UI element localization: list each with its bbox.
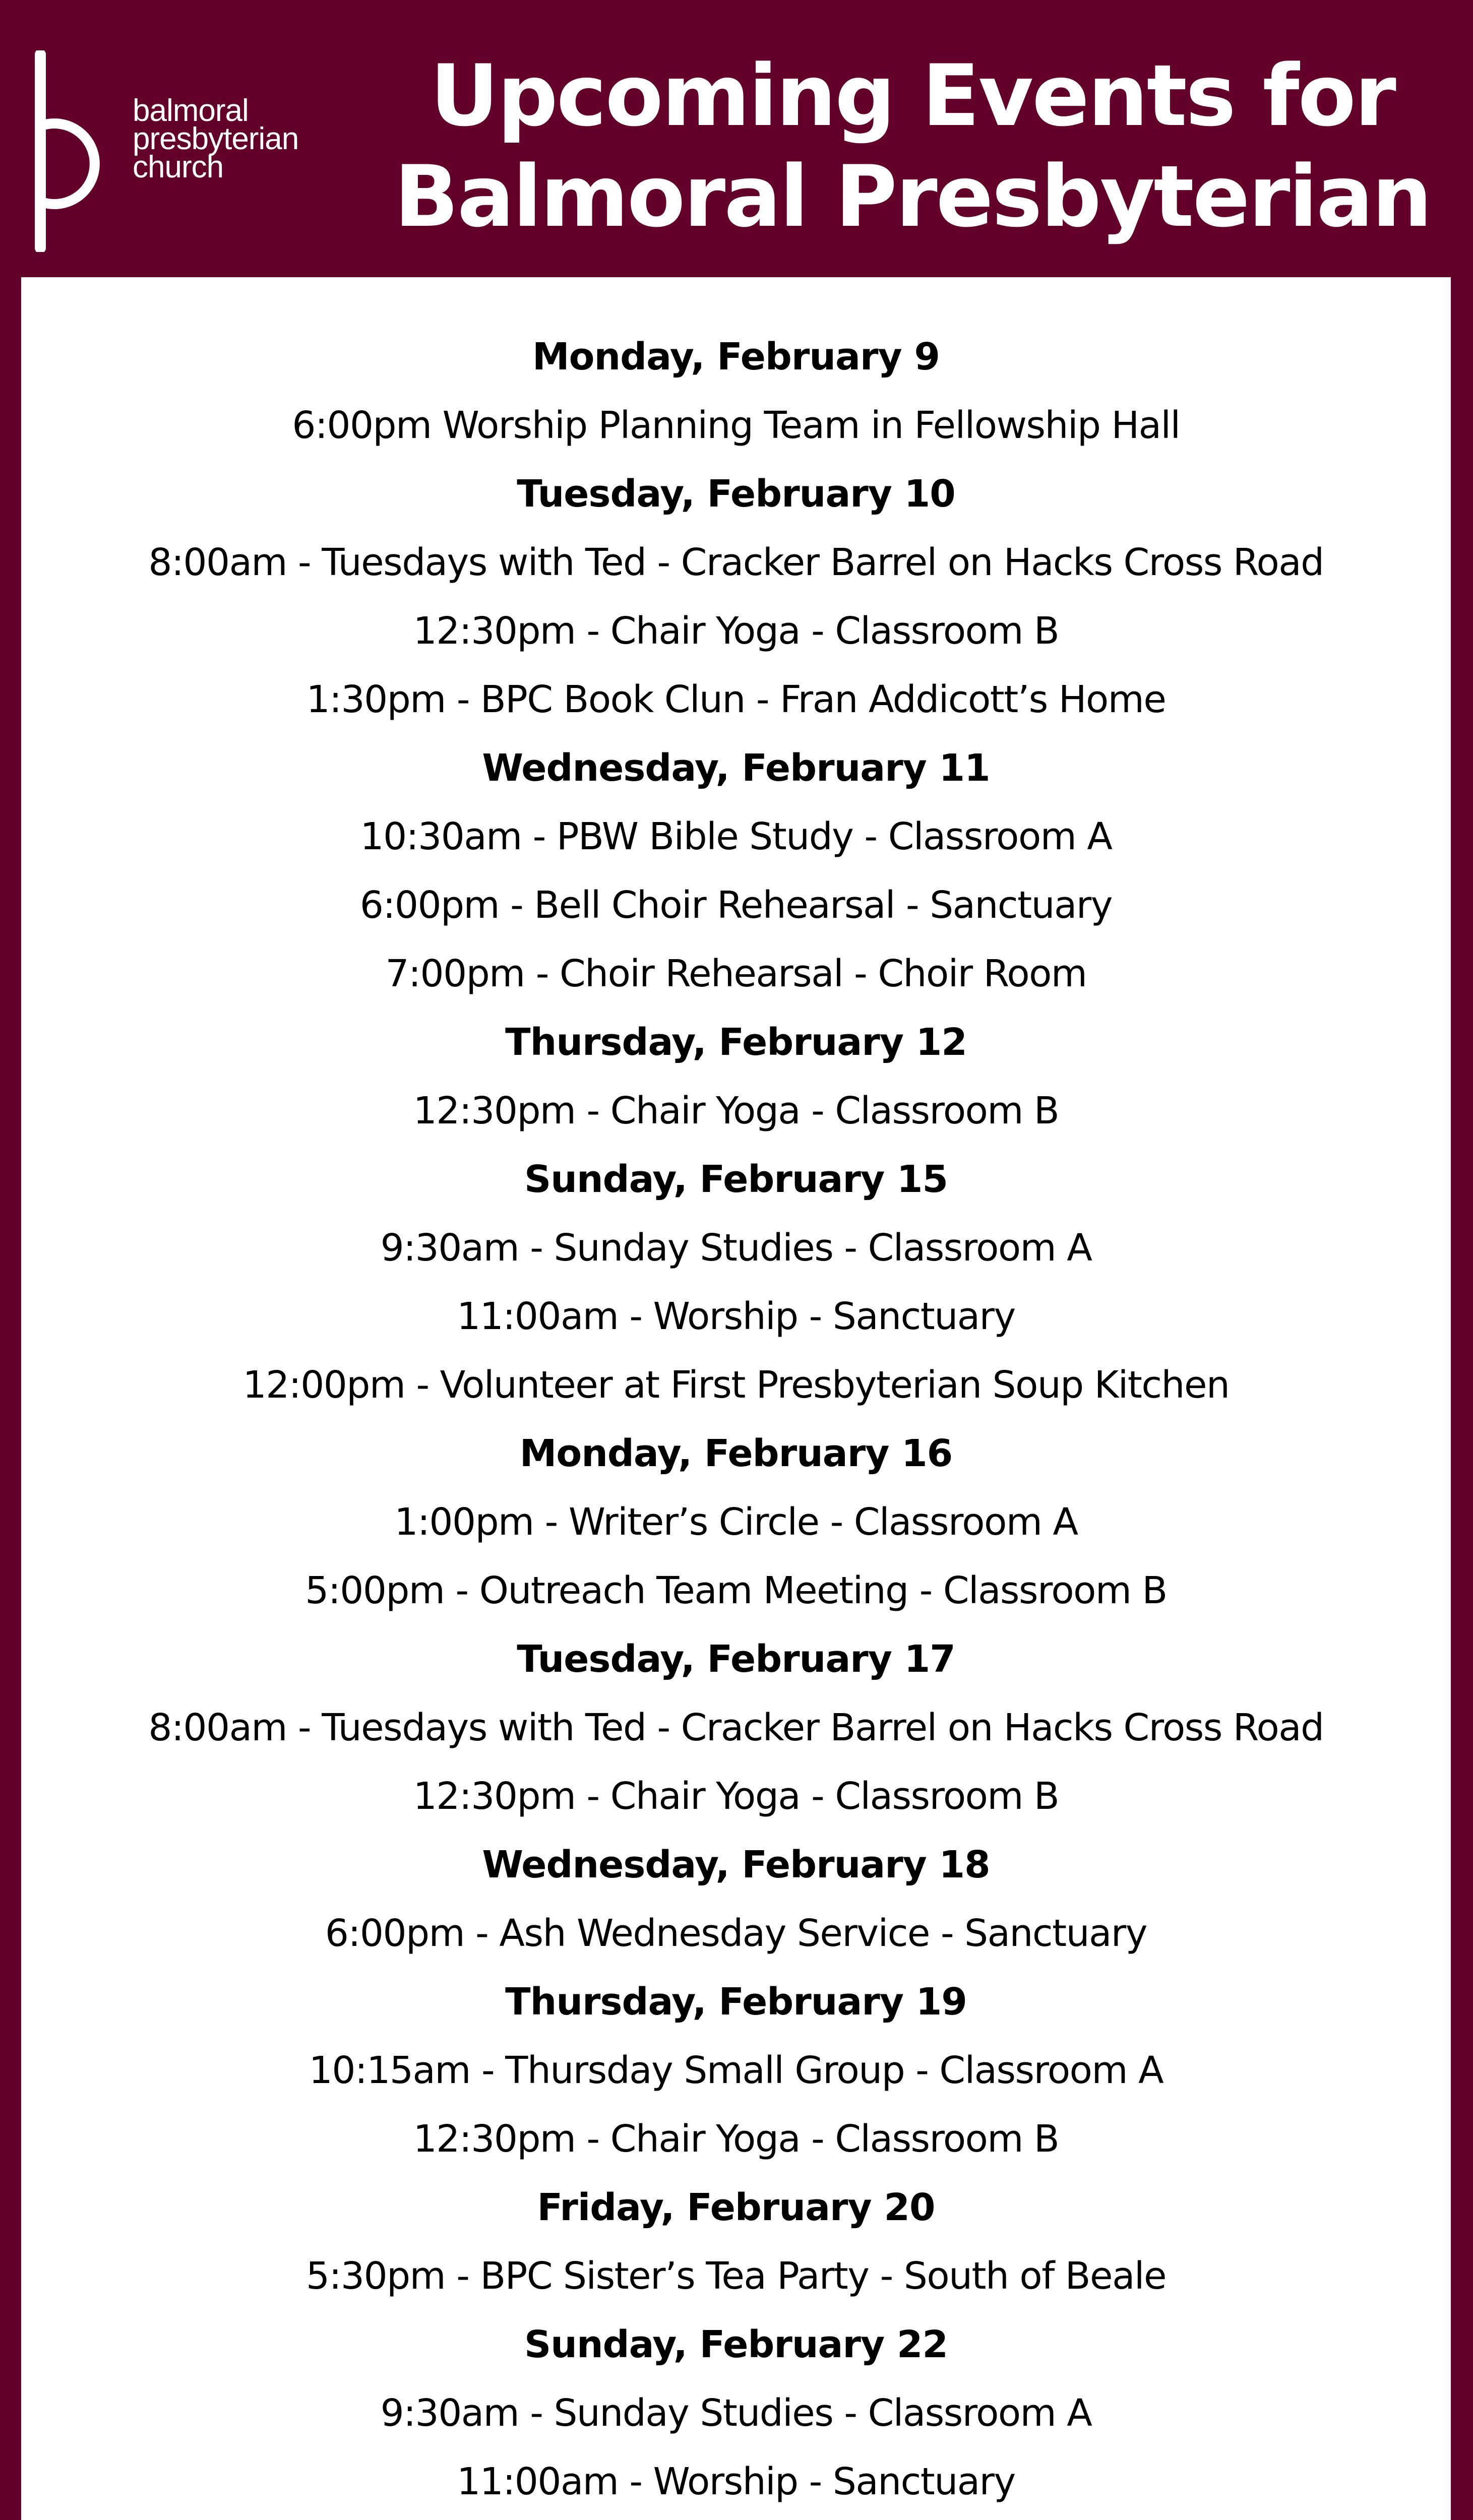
church-logo-icon xyxy=(34,50,130,252)
event-item: 11:00am - Worship - Sanctuary xyxy=(457,2460,1015,2503)
church-logo xyxy=(34,50,317,252)
event-item: 12:00pm - Volunteer at First Presbyterian Soup Kitchen xyxy=(242,1363,1230,1407)
event-item: 6:00pm - Ash Wednesday Service - Sanctuary xyxy=(325,1912,1147,1955)
day-heading: Monday, February 16 xyxy=(519,1432,953,1475)
event-item: 12:30pm - Chair Yoga - Classroom B xyxy=(413,609,1059,653)
header xyxy=(0,0,1473,272)
day-heading: Tuesday, February 17 xyxy=(517,1637,955,1681)
page-title xyxy=(393,45,1432,247)
page-title-line: Upcoming Events for xyxy=(430,46,1395,145)
event-item: 5:30pm - BPC Sister’s Tea Party - South of Beale xyxy=(305,2254,1167,2298)
event-item: 12:30pm - Chair Yoga - Classroom B xyxy=(413,1775,1059,1818)
event-item: 5:00pm - Outreach Team Meeting - Classroom B xyxy=(305,1569,1167,1612)
logo-wordmark xyxy=(133,93,299,184)
day-heading: Thursday, February 19 xyxy=(505,1980,967,2024)
page-title-line: Balmoral Presbyterian xyxy=(394,147,1431,246)
event-item: 7:00pm - Choir Rehearsal - Choir Room xyxy=(385,952,1087,995)
event-item: 1:30pm - BPC Book Clun - Fran Addicott’s Home xyxy=(306,678,1166,721)
logo-line: presbyterian xyxy=(133,121,299,156)
day-heading: Tuesday, February 10 xyxy=(517,472,955,516)
event-item: 9:30am - Sunday Studies - Classroom A xyxy=(380,1226,1092,1270)
day-heading: Friday, February 20 xyxy=(537,2186,935,2229)
event-item: 6:00pm - Bell Choir Rehearsal - Sanctuary xyxy=(359,884,1113,927)
day-heading: Wednesday, February 18 xyxy=(482,1843,990,1886)
logo-line: church xyxy=(133,150,224,184)
event-item: 8:00am - Tuesdays with Ted - Cracker Barrel on Hacks Cross Road xyxy=(148,541,1324,584)
event-item: 10:30am - PBW Bible Study - Classroom A xyxy=(360,815,1112,858)
event-item xyxy=(21,2516,1451,2520)
event-item: 11:00am - Worship - Sanctuary xyxy=(457,1295,1015,1338)
events-panel xyxy=(21,277,1451,2520)
event-item: 10:15am - Thursday Small Group - Classroom A xyxy=(309,2049,1163,2092)
day-heading: Thursday, February 12 xyxy=(505,1021,967,1064)
logo-line: balmoral xyxy=(133,93,249,128)
day-heading: Wednesday, February 11 xyxy=(482,746,990,790)
day-heading: Sunday, February 22 xyxy=(524,2323,948,2366)
event-item: 12:30pm - Chair Yoga - Classroom B xyxy=(413,1089,1059,1132)
day-heading: Sunday, February 15 xyxy=(524,1158,948,1201)
event-item: 9:30am - Sunday Studies - Classroom A xyxy=(380,2391,1092,2435)
event-item: 8:00am - Tuesdays with Ted - Cracker Barrel on Hacks Cross Road xyxy=(148,1706,1324,1749)
event-item: 1:00pm - Writer’s Circle - Classroom A xyxy=(394,1500,1078,1544)
event-item: 6:00pm Worship Planning Team in Fellowship Hall xyxy=(292,404,1180,447)
events-list xyxy=(21,323,1451,2520)
day-heading: Monday, February 9 xyxy=(532,335,940,379)
event-item: 12:30pm - Chair Yoga - Classroom B xyxy=(413,2117,1059,2161)
